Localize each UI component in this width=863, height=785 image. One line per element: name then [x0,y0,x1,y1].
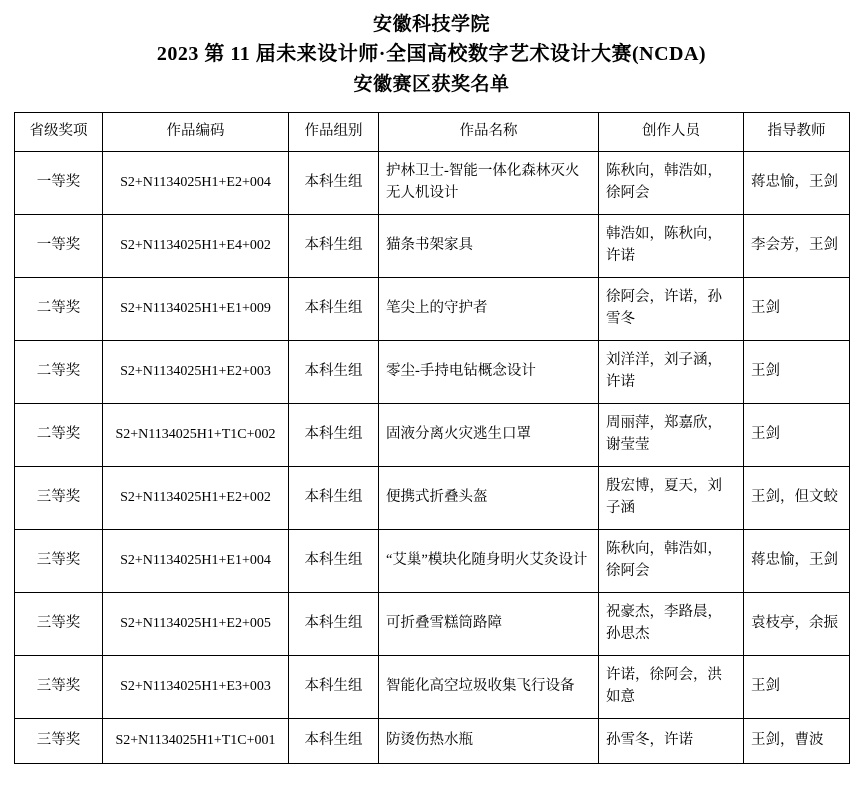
cell-prize: 二等奖 [15,403,103,466]
column-header-name: 作品名称 [379,112,599,151]
cell-code: S2+N1134025H1+T1C+001 [103,718,289,763]
cell-authors: 陈秋向，韩浩如，徐阿会 [599,529,744,592]
cell-teachers: 王剑 [744,340,850,403]
cell-teachers: 王剑，但文蛟 [744,466,850,529]
cell-prize: 三等奖 [15,592,103,655]
cell-authors: 周丽萍，郑嘉欣，谢莹莹 [599,403,744,466]
cell-code: S2+N1134025H1+E1+009 [103,277,289,340]
table-row [15,466,850,529]
title-line-competition: 2023 第 11 届未来设计师·全国高校数字艺术设计大赛(NCDA) [156,43,707,66]
cell-teachers: 王剑 [744,403,850,466]
cell-name: “艾巢”模块化随身明火艾灸设计 [379,529,599,592]
table-header-row [15,112,850,151]
table-row [15,529,850,592]
cell-authors: 祝豪杰，李路晨，孙思杰 [599,592,744,655]
cell-authors: 陈秋向，韩浩如，徐阿会 [599,151,744,214]
title-line-region: 安徽赛区获奖名单 [353,74,510,96]
table-row [15,151,850,214]
table-row [15,592,850,655]
cell-prize: 一等奖 [15,151,103,214]
cell-name: 防烫伤热水瓶 [379,718,599,763]
cell-name: 固液分离火灾逃生口罩 [379,403,599,466]
cell-prize: 三等奖 [15,718,103,763]
cell-name: 护林卫士-智能一体化森林灭火无人机设计 [379,151,599,214]
cell-prize: 三等奖 [15,529,103,592]
cell-name: 可折叠雪糕筒路障 [379,592,599,655]
document-title-block [0,0,863,100]
table-row [15,718,850,763]
table-row [15,655,850,718]
column-header-authors: 创作人员 [599,112,744,151]
cell-code: S2+N1134025H1+E2+005 [103,592,289,655]
column-header-prize: 省级奖项 [15,112,103,151]
column-header-teachers: 指导教师 [744,112,850,151]
cell-authors: 刘洋洋，刘子涵，许诺 [599,340,744,403]
cell-code: S2+N1134025H1+E2+002 [103,466,289,529]
cell-group: 本科生组 [289,151,379,214]
cell-code: S2+N1134025H1+E2+004 [103,151,289,214]
cell-name: 笔尖上的守护者 [379,277,599,340]
cell-code: S2+N1134025H1+E2+003 [103,340,289,403]
table-row [15,277,850,340]
cell-prize: 三等奖 [15,655,103,718]
cell-code: S2+N1134025H1+E3+003 [103,655,289,718]
cell-teachers: 李会芳，王剑 [744,214,850,277]
column-header-code: 作品编码 [103,112,289,151]
award-table [14,112,850,764]
cell-group: 本科生组 [289,718,379,763]
cell-teachers: 王剑，曹波 [744,718,850,763]
cell-name: 零尘-手持电钻概念设计 [379,340,599,403]
cell-authors: 孙雪冬，许诺 [599,718,744,763]
cell-group: 本科生组 [289,214,379,277]
cell-group: 本科生组 [289,277,379,340]
title-line-institution: 安徽科技学院 [372,14,490,35]
cell-authors: 徐阿会，许诺，孙雪冬 [599,277,744,340]
cell-teachers: 王剑 [744,655,850,718]
award-table-wrapper [14,112,849,764]
cell-group: 本科生组 [289,655,379,718]
cell-prize: 二等奖 [15,277,103,340]
cell-authors: 许诺，徐阿会，洪如意 [599,655,744,718]
cell-group: 本科生组 [289,592,379,655]
table-row [15,214,850,277]
cell-teachers: 王剑 [744,277,850,340]
cell-authors: 殷宏博，夏天，刘子涵 [599,466,744,529]
cell-name: 便携式折叠头盔 [379,466,599,529]
cell-teachers: 蒋忠愉，王剑 [744,529,850,592]
cell-code: S2+N1134025H1+E4+002 [103,214,289,277]
cell-teachers: 蒋忠愉，王剑 [744,151,850,214]
table-row [15,403,850,466]
cell-name: 智能化高空垃圾收集飞行设备 [379,655,599,718]
cell-group: 本科生组 [289,529,379,592]
cell-prize: 一等奖 [15,214,103,277]
column-header-group: 作品组别 [289,112,379,151]
cell-prize: 二等奖 [15,340,103,403]
table-row [15,340,850,403]
cell-group: 本科生组 [289,403,379,466]
cell-code: S2+N1134025H1+E1+004 [103,529,289,592]
cell-authors: 韩浩如，陈秋向，许诺 [599,214,744,277]
cell-teachers: 袁枝亭，余振 [744,592,850,655]
cell-group: 本科生组 [289,466,379,529]
cell-group: 本科生组 [289,340,379,403]
cell-prize: 三等奖 [15,466,103,529]
cell-code: S2+N1134025H1+T1C+002 [103,403,289,466]
cell-name: 猫条书架家具 [379,214,599,277]
